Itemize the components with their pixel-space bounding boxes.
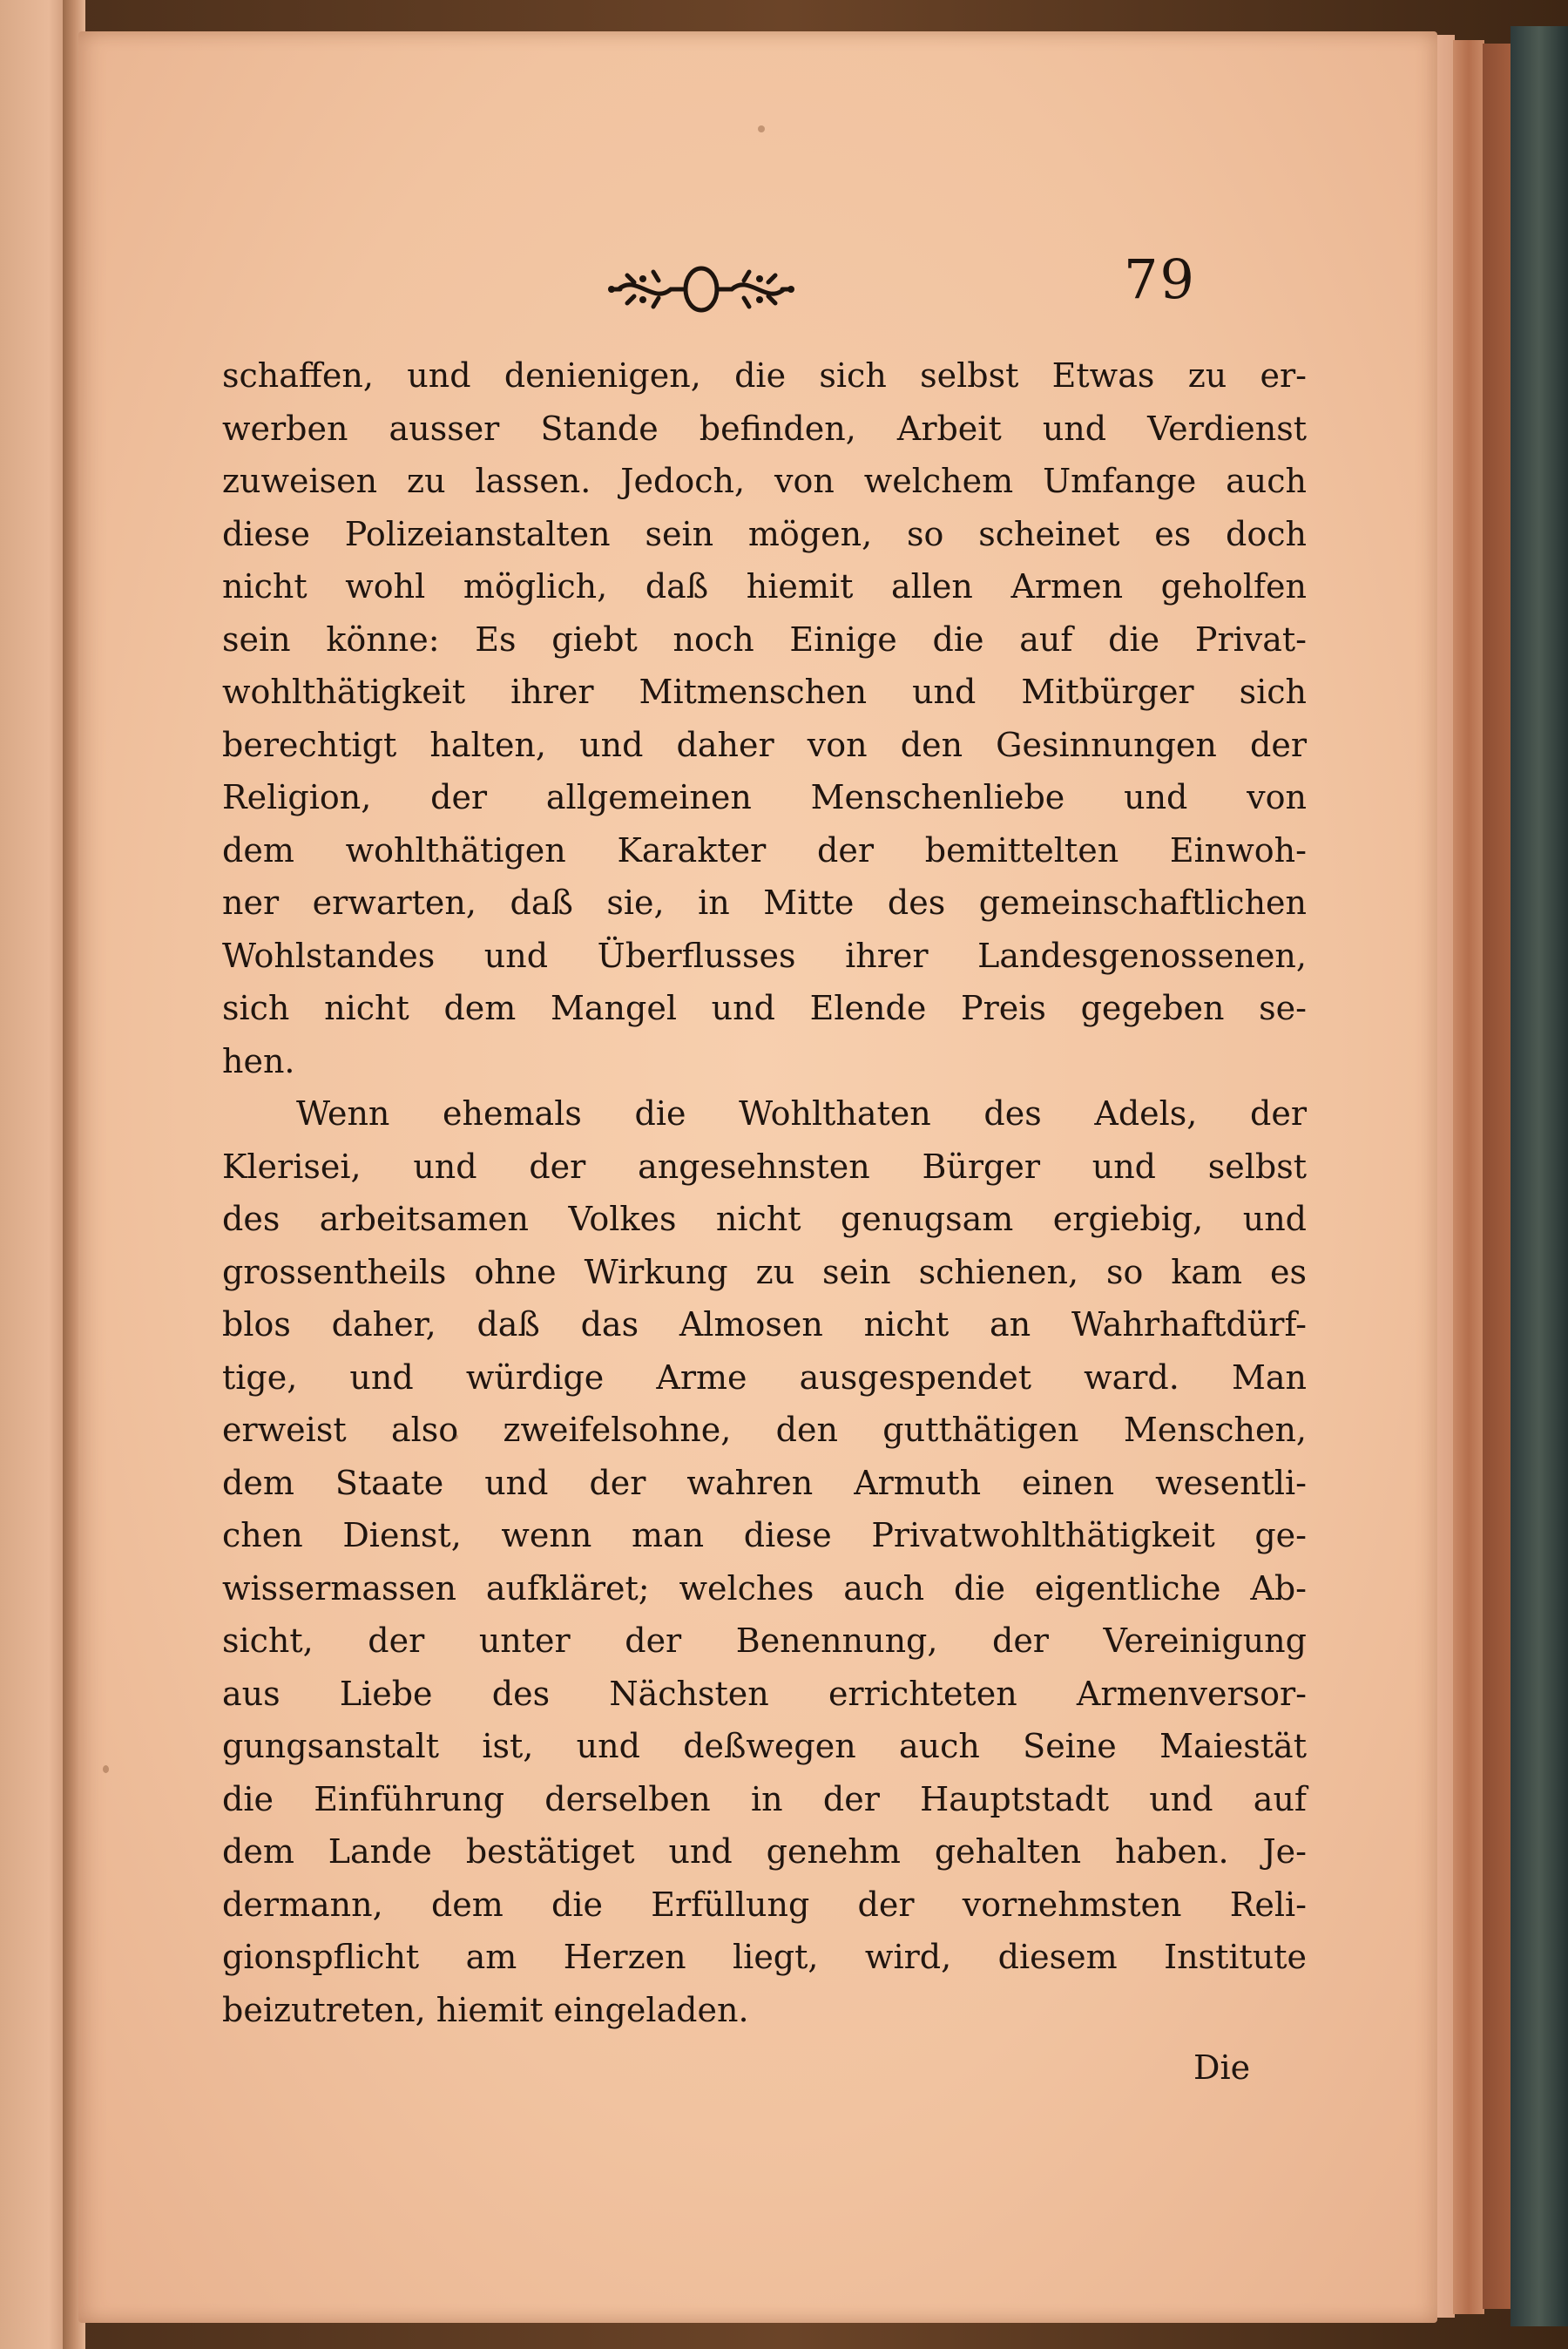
page-edges-inner [1453,40,1484,2314]
text-line: tige, und würdige Arme ausgespendet ward. Man [222,1357,1307,1397]
marbled-cover-edge [1511,26,1568,2326]
text-line: gungsanstalt ist, und deßwegen auch Seine Maiestät [222,1727,1307,1765]
text-line: Wohlstandes und Überflusses ihrer Landesgenossenen, [222,936,1307,975]
text-line: hen. [222,1041,295,1080]
page-number: 79 [1124,247,1196,311]
paragraph-2 [222,1087,1307,2036]
text-line: sicht, der unter der Benennung, der Vereinigung [222,1621,1307,1660]
text-line: sein könne: Es giebt noch Einige die auf die Privat- [222,619,1307,659]
text-line: nicht wohl möglich, daß hiemit allen Armen geholfen [222,567,1307,606]
text-line: dem wohlthätigen Karakter der bemittelten Einwoh- [222,830,1307,870]
page-edges-red [1483,44,1512,2309]
paragraph-1 [222,349,1307,1087]
text-line: beizutreten, hiemit eingeladen. [222,1990,749,2029]
text-line: blos daher, daß das Almosen nicht an Wahrhaftdürf- [222,1305,1307,1344]
text-line: sich nicht dem Mangel und Elende Preis gegeben se- [222,989,1307,1027]
text-line: chen Dienst, wenn man diese Privatwohlthätigkeit ge- [222,1516,1307,1554]
text-line: aus Liebe des Nächsten errichteten Armenversor- [222,1674,1307,1713]
text-line: schaffen, und denienigen, die sich selbst Etwas zu er- [222,356,1307,395]
book-page [78,31,1437,2323]
text-line: gionspflicht am Herzen liegt, wird, diesem Institute [222,1938,1307,1976]
text-line: dem Lande bestätiget und genehm gehalten haben. Je- [222,1832,1307,1871]
text-line: die Einführung derselben in der Hauptstadt und auf [222,1779,1307,1818]
text-line: wissermassen aufkläret; welches auch die eigentliche Ab- [222,1568,1307,1608]
text-line: wohlthätigkeit ihrer Mitmenschen und Mitbürger sich [222,673,1307,711]
text-line: berechtigt halten, und daher von den Gesinnungen der [222,725,1307,764]
foxing-spot [758,125,765,132]
text-line: des arbeitsamen Volkes nicht genugsam ergiebig, und [222,1200,1307,1238]
text-line: erweist also zweifelsohne, den gutthätigen Menschen, [222,1411,1307,1449]
text-line: Wenn ehemals die Wohlthaten des Adels, der [296,1094,1307,1133]
fleuron-ornament-icon [601,256,801,317]
text-line: grossentheils ohne Wirkung zu sein schienen, so kam es [222,1252,1307,1291]
text-line: diese Polizeianstalten sein mögen, so scheinet es doch [222,514,1307,553]
text-line: Religion, der allgemeinen Menschenliebe und von [222,778,1307,816]
text-line: werben ausser Stande befinden, Arbeit und Verdienst [222,409,1307,448]
text-line: zuweisen zu lassen. Jedoch, von welchem Umfange auch [222,462,1307,500]
foxing-spot [103,1765,109,1773]
running-header [78,239,1437,326]
catchword: Die [1193,2048,1251,2087]
text-line: dem Staate und der wahren Armuth einen wesentli- [222,1463,1307,1502]
text-line: dermann, dem die Erfüllung der vornehmsten Reli- [222,1885,1307,1924]
text-line: Klerisei, und der angesehnsten Bürger und selbst [222,1147,1307,1186]
text-line: ner erwarten, daß sie, in Mitte des gemeinschaftlichen [222,883,1307,922]
body-text [222,349,1307,2036]
facing-page-edge [0,0,70,2349]
